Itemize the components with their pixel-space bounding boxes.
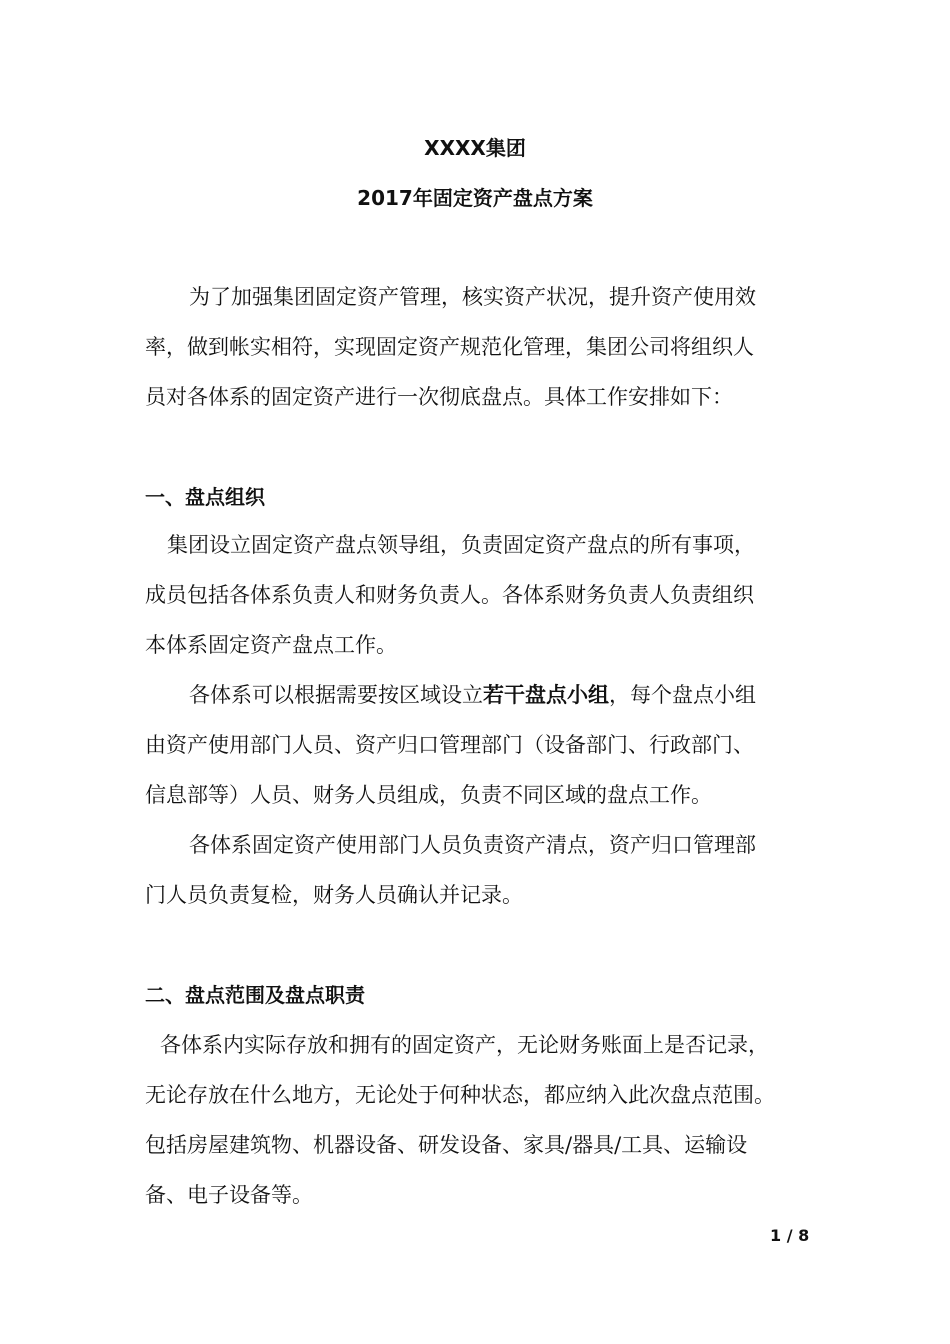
section1-para2-first-line <box>189 680 756 710</box>
section2-para1-line: 无论存放在什么地方，无论处于何种状态，都应纳入此次盘点范围。 <box>145 1083 775 1107</box>
section1-para3-line: 各体系固定资产使用部门人员负责资产清点，资产归口管理部 <box>189 833 756 857</box>
section2-heading: 二、盘点范围及盘点职责 <box>145 983 365 1007</box>
section1-para3-line: 门人员负责复检，财务人员确认并记录。 <box>145 883 523 907</box>
document-title-line1: XXXX集团 <box>424 136 526 160</box>
section1-para1-line: 本体系固定资产盘点工作。 <box>145 633 397 657</box>
section2-para1-line: 备、电子设备等。 <box>145 1183 313 1207</box>
section1-para2-text: ，每个盘点小组 <box>609 683 756 707</box>
section1-para1-line: 集团设立固定资产盘点领导组，负责固定资产盘点的所有事项， <box>167 533 755 557</box>
section2-para1-line: 各体系内实际存放和拥有的固定资产，无论财务账面上是否记录， <box>160 1033 769 1057</box>
intro-line: 率，做到帐实相符，实现固定资产规范化管理，集团公司将组织人 <box>145 335 754 359</box>
section1-para2-line: 由资产使用部门人员、资产归口管理部门（设备部门、行政部门、 <box>145 733 754 757</box>
section2-para1-line: 包括房屋建筑物、机器设备、研发设备、家具/器具/工具、运输设 <box>145 1133 748 1157</box>
section1-para2-text: 各体系可以根据需要按区域设立 <box>189 683 483 707</box>
section1-para2-line: 信息部等）人员、财务人员组成，负责不同区域的盘点工作。 <box>145 783 712 807</box>
document-title-line2: 2017年固定资产盘点方案 <box>357 186 593 210</box>
section1-heading: 一、盘点组织 <box>145 485 265 509</box>
intro-line: 员对各体系的固定资产进行一次彻底盘点。具体工作安排如下： <box>145 385 733 409</box>
section1-para2-bold-text: 若干盘点小组 <box>483 683 609 707</box>
page-number: 1 / 8 <box>770 1226 810 1245</box>
intro-line: 为了加强集团固定资产管理，核实资产状况，提升资产使用效 <box>189 285 756 309</box>
section1-para1-line: 成员包括各体系负责人和财务负责人。各体系财务负责人负责组织 <box>145 583 754 607</box>
